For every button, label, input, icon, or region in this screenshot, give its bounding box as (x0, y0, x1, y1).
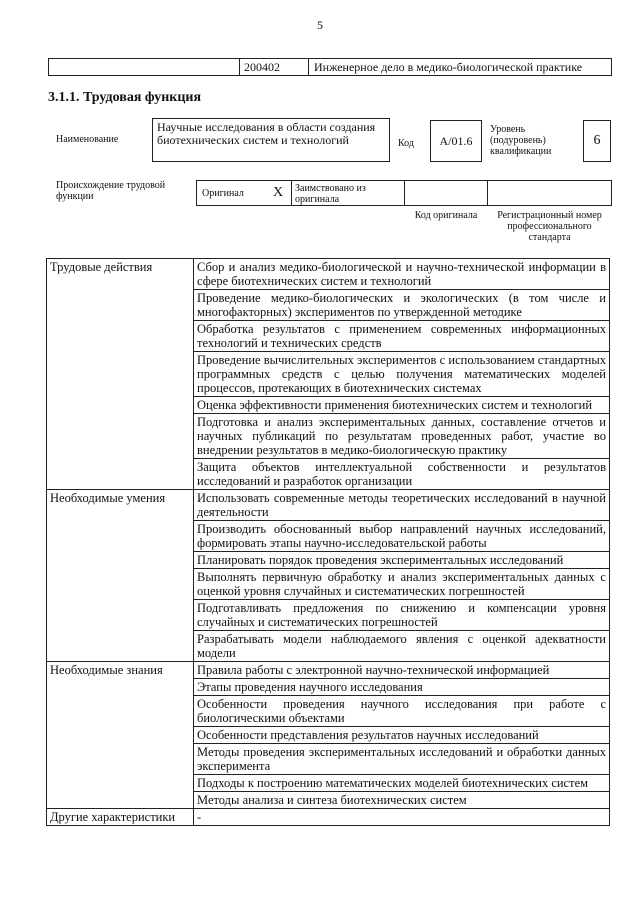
original-box (196, 180, 292, 206)
top-row-code: 200402 (239, 58, 309, 76)
row-text: Выполнять первичную обработку и анализ экспериментальных данных с оценкой уровня случайных и систематических погрешностей (194, 569, 610, 600)
row-text: Особенности представления результатов научных исследований (194, 727, 610, 744)
name-value: Научные исследования в области создания биотехнических систем и технологий (152, 118, 390, 162)
code-label: Код (398, 138, 414, 149)
row-text: Методы проведения экспериментальных исследований и обработки данных эксперимента (194, 744, 610, 775)
top-row-name: Инженерное дело в медико-биологической практике (308, 58, 612, 76)
row-text: Обработка результатов с применением современных информационных технологий и технических средств (194, 321, 610, 352)
table-row (47, 809, 610, 826)
level-value: 6 (583, 120, 611, 162)
row-text: Разрабатывать модели наблюдаемого явления с оценкой адекватности модели (194, 631, 610, 662)
page-number: 5 (317, 18, 323, 32)
table-row (47, 259, 610, 290)
row-text: Оценка эффективности применения биотехнических систем и технологий (194, 397, 610, 414)
section-label: Трудовые действия (47, 259, 194, 490)
section-title: 3.1.1. Трудовая функция (48, 90, 202, 105)
origin-label: Происхождение трудовой функции (56, 180, 166, 202)
row-text: Правила работы с электронной научно-технической информацией (194, 662, 610, 679)
row-text: Проведение вычислительных экспериментов с использованием стандартных программных средств с целью получения математических моделей процессов, протекающих в биотехнических системах (194, 352, 610, 397)
original-label: Оригинал (202, 188, 244, 199)
top-row-empty-cell (48, 58, 240, 76)
row-text: Методы анализа и синтеза биотехнических систем (194, 792, 610, 809)
row-text: Сбор и анализ медико-биологической и научно-технической информации в сфере биотехнических систем и технологий (194, 259, 610, 290)
row-text: Подходы к построению математических моделей биотехнических систем (194, 775, 610, 792)
row-text: Защита объектов интеллектуальной собственности и результатов исследований и разработок организации (194, 459, 610, 490)
reg-number-box (487, 180, 612, 206)
original-mark: X (273, 185, 284, 200)
table-row (47, 490, 610, 521)
row-text: Использовать современные методы теоретических исследований в научной деятельности (194, 490, 610, 521)
name-label: Наименование (56, 134, 119, 145)
code-original-caption: Код оригинала (414, 210, 478, 221)
row-text: Планировать порядок проведения экспериментальных исследований (194, 552, 610, 569)
section-label: Необходимые знания (47, 662, 194, 809)
code-value: A/01.6 (430, 120, 482, 162)
row-text: Проведение медико-биологических и экологических (в том числе и многофакторных) экспериментов по утвержденной методике (194, 290, 610, 321)
row-text: - (194, 809, 610, 826)
section-label: Другие характеристики (47, 809, 194, 826)
level-label: Уровень (подуровень) квалификации (490, 124, 552, 157)
row-text: Особенности проведения научного исследования при работе с биологическими объектами (194, 696, 610, 727)
labor-function-table (46, 258, 610, 826)
section-label: Необходимые умения (47, 490, 194, 662)
code-original-box (404, 180, 488, 206)
row-text: Этапы проведения научного исследования (194, 679, 610, 696)
table-row (47, 662, 610, 679)
reg-number-caption: Регистрационный номер профессионального стандарта (497, 210, 602, 243)
row-text: Подготавливать предложения по снижению и компенсации уровня случайных и систематических погрешностей (194, 600, 610, 631)
row-text: Производить обоснованный выбор направлений научных исследований, формировать этапы научно-исследовательской работы (194, 521, 610, 552)
row-text: Подготовка и анализ экспериментальных данных, составление отчетов и научных публикаций по результатам проведенных работ, участие во внедрении результатов в медико-биологическую практику (194, 414, 610, 459)
borrowed-box: Заимствовано из оригинала (291, 180, 405, 206)
